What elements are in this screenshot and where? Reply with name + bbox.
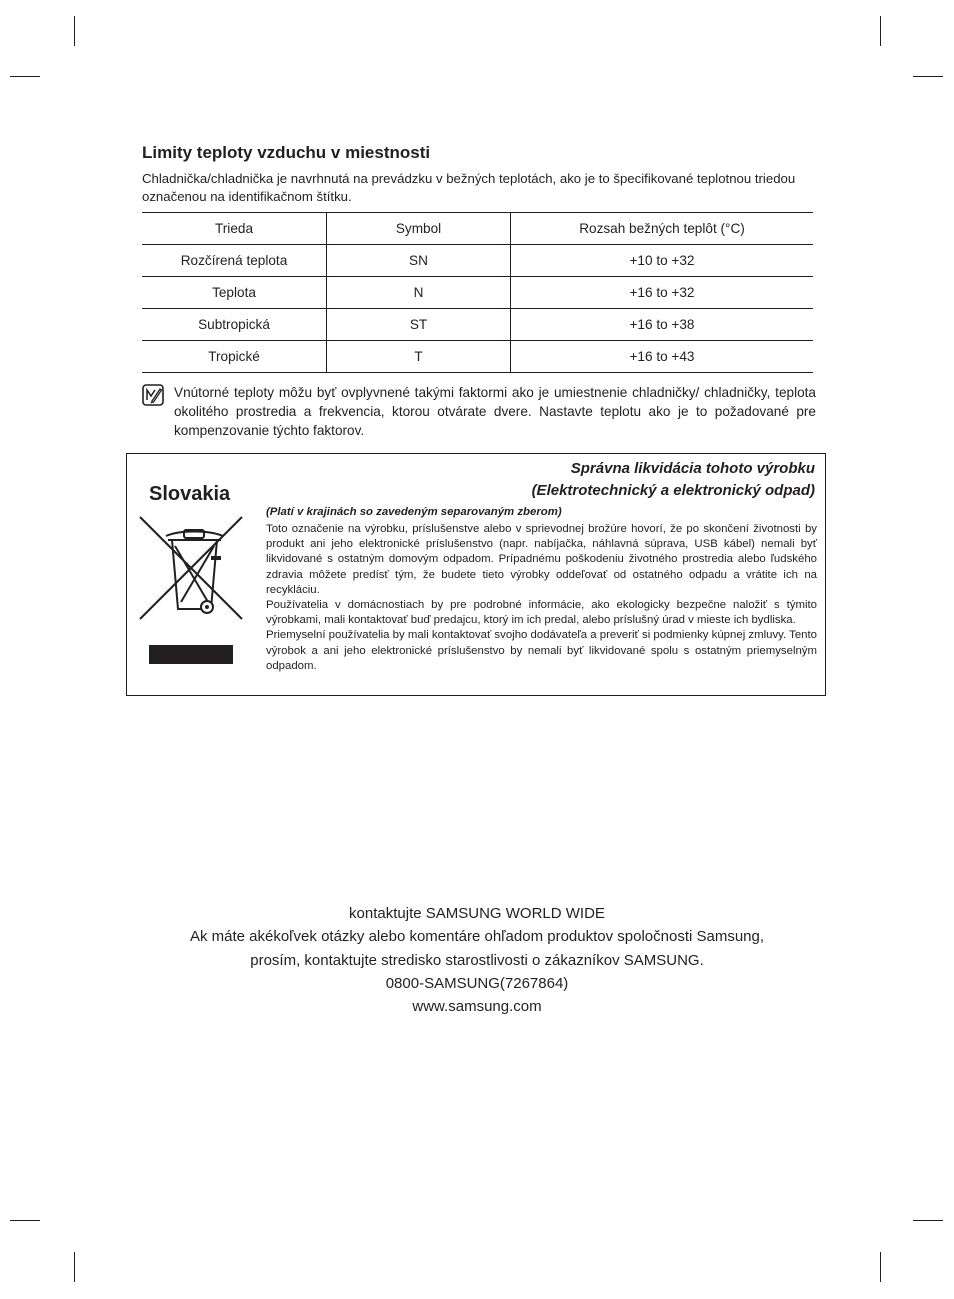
table-header-cell: Trieda [142,213,327,245]
weee-disposal-box [126,453,826,696]
note-text: Vnútorné teploty môžu byť ovplyvnené takými faktormi ako je umiestnenie chladničky/ chladničky, teplota okolitého prostredia a frekvencia, ktorou otvárate dvere. Nastavte teplotu ako je to požadované pre kompenzovanie týchto faktorov. [174,385,816,438]
table-cell-class: Tropické [142,341,327,373]
table-cell-range: +16 to +32 [511,277,814,309]
temperature-class-table [142,212,813,373]
table-row [142,245,813,277]
section-title: Limity teploty vzduchu v miestnosti [142,143,431,162]
weee-subtitle: (Platí v krajinách so zavedeným separovaným zberom) [266,506,562,518]
table-cell-range: +10 to +32 [511,245,814,277]
table-row [142,277,813,309]
country-label: Slovakia [149,483,231,505]
crossed-out-wheelie-bin-icon [139,516,243,622]
weee-title-line: Správna likvidácia tohoto výrobku [570,460,815,477]
table-header-row [142,213,813,245]
crop-mark [10,76,40,77]
contact-line: Ak máte akékoľvek otázky alebo komentáre ohľadom produktov spoločnosti Samsung, [189,928,765,946]
weee-body [266,522,817,674]
table-cell-symbol: ST [327,309,511,341]
table-cell-symbol: N [327,277,511,309]
table-cell-range: +16 to +38 [511,309,814,341]
crop-mark [74,16,75,46]
table-cell-symbol: T [327,341,511,373]
note-pencil-icon [142,384,164,406]
table-cell-class: Teplota [142,277,327,309]
weee-title [295,458,815,502]
weee-title-line: (Elektrotechnický a elektronický odpad) [531,482,815,499]
weee-paragraph: Toto označenie na výrobku, príslušenstve alebo v sprievodnej brožúre hovorí, že po skončení životnosti by produkt ani jeho elektronické príslušenstvo (napr. nabíjačka, náhlavná súprava, USB kábel) nemali byť likvidované s ostatným domovým odpadom. Prípadnému poškodeniu životného prostredia alebo ľudského zdravia môžete predísť tým, že budete tieto výrobky oddeľovať od ostatného odpadu a vrátite ich na recykláciu. [266,523,817,596]
table-row [142,341,813,373]
contact-line: prosím, kontaktujte stredisko starostlivosti o zákazníkov SAMSUNG. [250,951,704,969]
table-header-cell: Rozsah bežných teplôt (°C) [511,213,814,245]
weee-paragraph: Priemyselní používatelia by mali kontaktovať svojho dodávateľa a preveriť si podmienky kúpnej zmluvy. Tento výrobok a ani jeho elektronické príslušenstvo by nemali byť likvidované spolu s ostatným priemyselným odpadom. [266,629,817,672]
contact-website: www.samsung.com [412,998,542,1016]
table-header-cell: Symbol [327,213,511,245]
crop-mark [880,16,881,46]
section-intro: Chladnička/chladnička je navrhnutá na prevádzku v bežných teplotách, ako je to špecifikované teplotnou triedou označenou na identifikačnom štítku. [142,171,796,204]
table-row [142,309,813,341]
contact-phone: 0800-SAMSUNG(7267864) [385,974,569,992]
crop-mark [880,1252,881,1282]
contact-line: kontaktujte SAMSUNG WORLD WIDE [349,905,605,922]
weee-black-bar [149,645,233,664]
table-cell-class: Rozčírená teplota [142,245,327,277]
table-cell-class: Subtropická [142,309,327,341]
crop-mark [74,1252,75,1282]
table-cell-range: +16 to +43 [511,341,814,373]
table-cell-symbol: SN [327,245,511,277]
crop-mark [913,76,943,77]
crop-mark [913,1220,943,1221]
weee-paragraph: Používatelia v domácnostiach by pre podrobné informácie, ako ekologicky bezpečne naložiť s týmito výrobkami, mali kontaktovať buď predajcu, ktorý im ich predal, alebo príslušný úrad v mieste ich bydliska. [266,599,817,627]
crop-mark [10,1220,40,1221]
contact-block [0,902,954,1018]
